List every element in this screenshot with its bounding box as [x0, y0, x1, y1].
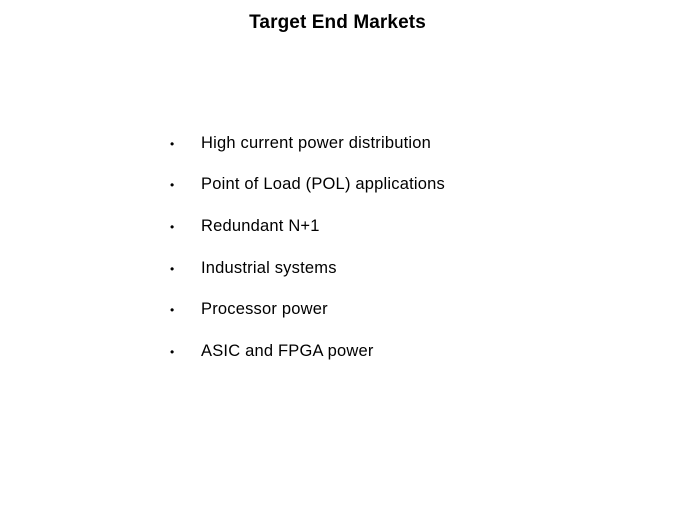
bullet-icon: • [170, 178, 175, 193]
bullet-item [170, 212, 445, 254]
bullet-item [170, 254, 445, 296]
bullet-text: Redundant N+1 [201, 216, 320, 235]
bullet-item [170, 171, 445, 213]
bullet-list [170, 129, 445, 379]
bullet-text: ASIC and FPGA power [201, 341, 374, 360]
bullet-item [170, 129, 445, 171]
bullet-icon: • [170, 219, 175, 234]
bullet-icon: • [170, 344, 175, 359]
bullet-item [170, 295, 445, 337]
slide-title: Target End Markets [249, 12, 426, 33]
bullet-icon: • [170, 303, 175, 318]
bullet-icon: • [170, 261, 175, 276]
bullet-text: Industrial systems [201, 258, 337, 277]
bullet-text: High current power distribution [201, 133, 431, 152]
bullet-text: Processor power [201, 300, 328, 319]
bullet-text: Point of Load (POL) applications [201, 175, 445, 194]
bullet-item [170, 337, 445, 379]
bullet-icon: • [170, 136, 175, 151]
